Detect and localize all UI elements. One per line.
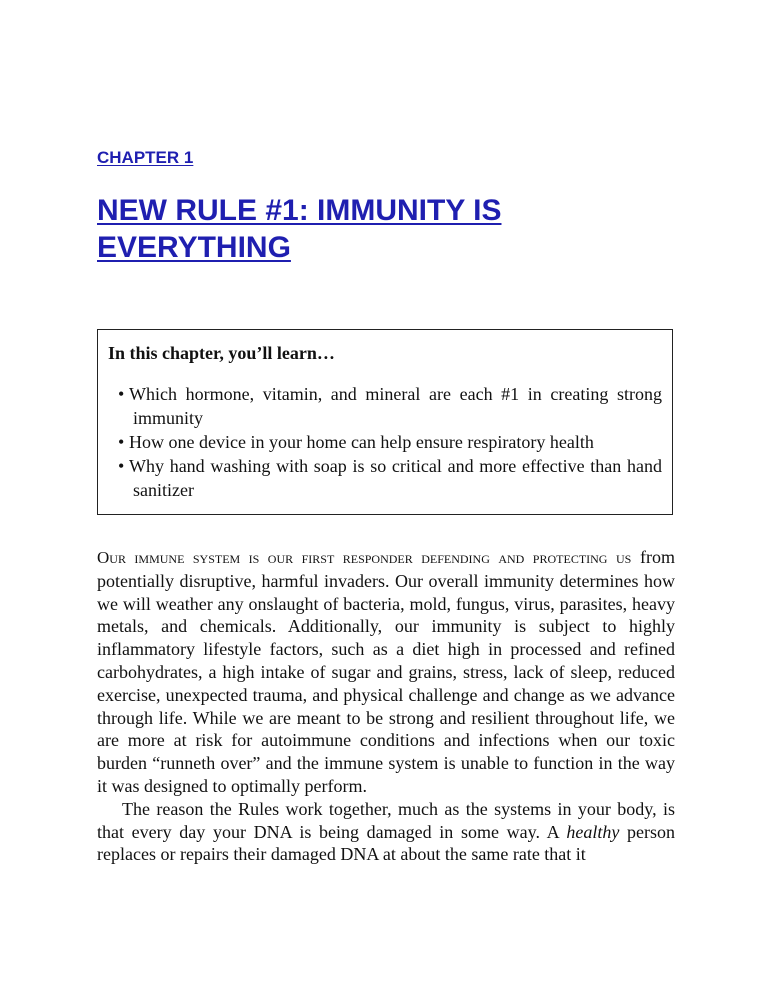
chapter-label: CHAPTER 1: [97, 148, 194, 167]
list-item-text: How one device in your home can help ensure respiratory health: [129, 432, 594, 452]
list-item-text: Why hand washing with soap is so critical and more effective than hand sanitizer: [129, 456, 662, 500]
paragraph-text: person replaces or repairs their damaged DNA at about the same rate that it: [97, 821, 675, 865]
bullet-icon: •: [118, 384, 125, 404]
list-item-text: Which hormone, vitamin, and mineral are each #1 in creating strong immunity: [129, 384, 662, 428]
bullet-icon: •: [118, 432, 125, 452]
learning-objectives-box: [97, 329, 673, 515]
learning-objectives-list: [108, 382, 662, 502]
list-item: [108, 382, 662, 430]
paragraph-text: The reason the Rules work together, much as the systems in your body, is that every day your DNA is being damaged in some way. A: [97, 798, 675, 842]
bullet-icon: •: [118, 456, 125, 476]
body-paragraph: [97, 798, 675, 866]
paragraph-text: from potentially disruptive, harmful invaders. Our overall immunity determines how we will weather any onslaught of bacteria, mold, fungus, virus, parasites, heavy metals, and chemicals. Additionally, our immunity is subject to highly inflammatory lifestyle factors, such as a diet high in processed and refined carbohydrates, a high intake of sugar and grains, stress, lack of sleep, reduced exercise, unexpected trauma, and physical challenge and change as we advance through life. While we are meant to be strong and resilient throughout life, we are more at risk for autoimmune conditions and infections when our toxic burden “runneth over” and the immune system is unable to function in the way it was designed to optimally perform.: [97, 547, 675, 796]
list-item: [108, 430, 662, 454]
list-item: [108, 454, 662, 502]
learning-objectives-heading: In this chapter, you’ll learn…: [108, 343, 335, 363]
chapter-body: [97, 546, 675, 866]
emphasis-text: healthy: [566, 821, 620, 842]
body-paragraph: [97, 546, 675, 798]
opening-small-caps: Our immune system is our first responder defending and protecting us: [97, 548, 632, 567]
chapter-title: NEW RULE #1: IMMUNITY IS EVERYTHING: [97, 194, 502, 264]
